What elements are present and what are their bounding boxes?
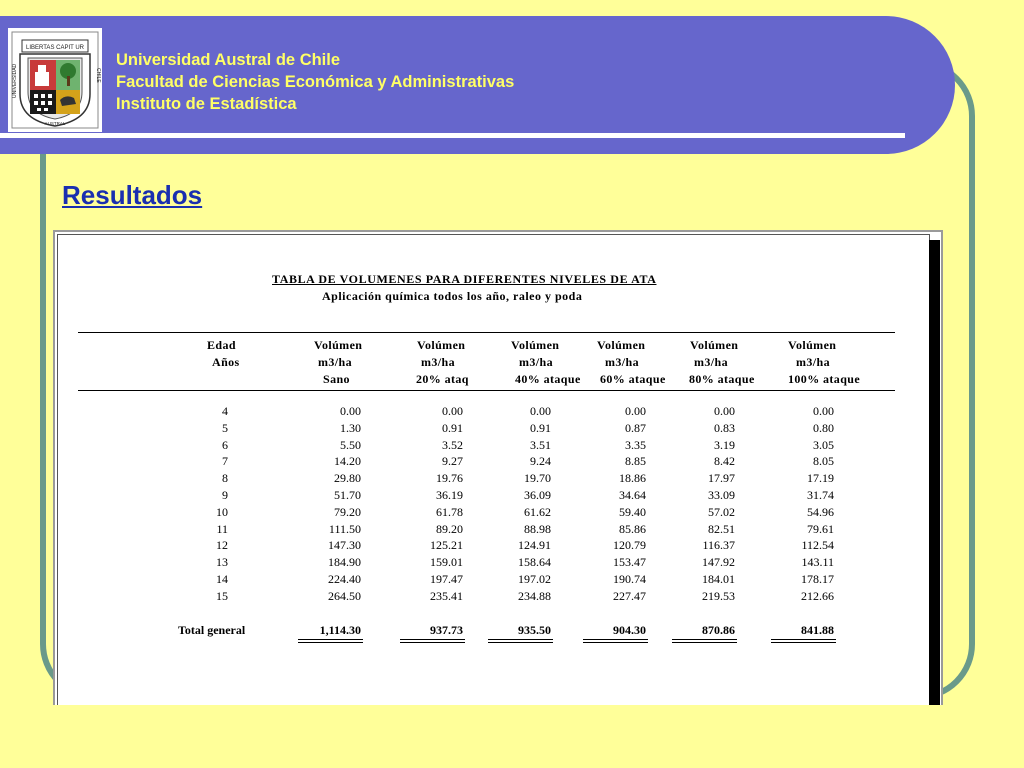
volume-cell: 235.41 — [430, 588, 463, 603]
volume-cell: 0.91 — [442, 420, 463, 435]
volume-cell: 88.98 — [524, 521, 551, 536]
university-logo — [8, 28, 102, 132]
column-header: Volúmen — [690, 338, 739, 352]
column-header: m3/ha — [605, 355, 640, 369]
volume-cell: 224.40 — [328, 572, 361, 586]
total-double-underline — [488, 639, 553, 640]
volume-cell: 0.80 — [813, 420, 834, 435]
age-cell: 6 — [222, 437, 228, 452]
volume-cell: 9.27 — [442, 454, 463, 469]
column-header: m3/ha — [694, 355, 729, 369]
table-subtitle: Aplicación química todos los año, raleo y poda — [322, 289, 583, 303]
volume-cell: 3.51 — [530, 437, 551, 452]
volume-cell: 184.90 — [328, 555, 361, 570]
total-double-underline — [583, 642, 648, 643]
volume-cell: 59.40 — [619, 504, 646, 519]
volume-cell: 3.52 — [442, 437, 463, 452]
volume-cell: 54.96 — [807, 504, 834, 519]
volume-cell: 17.97 — [708, 471, 735, 486]
age-cell: 4 — [222, 404, 228, 418]
column-header: Sano — [323, 372, 350, 386]
volume-cell: 8.85 — [625, 454, 646, 469]
table-rule-top — [78, 332, 895, 333]
volume-cell: 89.20 — [436, 521, 463, 536]
total-double-underline — [771, 639, 836, 640]
volume-cell: 234.88 — [518, 588, 551, 603]
total-double-underline — [672, 642, 737, 643]
volume-cell: 3.05 — [813, 437, 834, 452]
volume-cell: 19.76 — [436, 471, 463, 486]
volume-cell: 116.37 — [702, 538, 735, 553]
total-label: Total general — [178, 623, 246, 637]
total-double-underline — [771, 642, 836, 643]
total-cell: 904.30 — [613, 623, 646, 637]
age-cell: 13 — [216, 555, 228, 570]
volume-cell: 18.86 — [619, 471, 646, 486]
volume-cell: 112.54 — [801, 538, 834, 553]
age-cell: 5 — [222, 420, 228, 435]
volume-cell: 143.11 — [801, 555, 834, 570]
column-header: Volúmen — [314, 338, 363, 352]
volume-cell: 124.91 — [518, 538, 551, 553]
age-cell: 9 — [222, 488, 228, 502]
volume-cell: 0.00 — [714, 404, 735, 418]
volume-cell: 3.35 — [625, 437, 646, 452]
volume-cell: 219.53 — [702, 588, 735, 603]
volume-cell: 0.00 — [340, 404, 361, 418]
volume-cell: 158.64 — [518, 555, 551, 570]
total-double-underline — [488, 642, 553, 643]
volume-cell: 111.50 — [328, 521, 361, 536]
age-cell: 8 — [222, 471, 228, 486]
header-divider — [0, 133, 905, 138]
volume-cell: 29.80 — [334, 471, 361, 486]
column-header: 60% ataque — [600, 372, 666, 386]
volume-cell: 17.19 — [807, 471, 834, 486]
column-header: Años — [212, 355, 240, 369]
volume-cell: 184.01 — [702, 572, 735, 586]
header-text-block — [116, 49, 514, 115]
institute-name: Instituto de Estadística — [116, 95, 297, 113]
volume-cell: 34.64 — [619, 488, 646, 502]
table-document-shadow — [929, 240, 940, 705]
volume-cell: 51.70 — [334, 488, 361, 502]
svg-text:LIBERTAS CAPIT UR: LIBERTAS CAPIT UR — [25, 45, 85, 51]
volume-cell: 197.47 — [430, 572, 463, 586]
total-double-underline — [298, 639, 363, 640]
volume-cell: 0.00 — [530, 404, 551, 418]
total-double-underline — [672, 639, 737, 640]
age-cell: 14 — [216, 572, 228, 586]
volume-cell: 0.87 — [625, 420, 646, 435]
volume-cell: 197.02 — [518, 572, 551, 586]
total-double-underline — [583, 639, 648, 640]
total-double-underline — [298, 642, 363, 643]
university-name: Universidad Austral de Chile — [116, 51, 341, 69]
volume-cell: 5.50 — [340, 437, 361, 452]
table-rule-header — [78, 390, 895, 391]
volume-cell: 31.74 — [807, 488, 834, 502]
total-cell: 935.50 — [518, 623, 551, 637]
volume-cell: 36.09 — [524, 488, 551, 502]
volume-cell: 82.51 — [708, 521, 735, 536]
column-header: Edad — [207, 338, 236, 352]
table-title: TABLA DE VOLUMENES PARA DIFERENTES NIVELES DE ATA — [272, 272, 657, 286]
volume-cell: 227.47 — [613, 588, 646, 603]
volume-cell: 36.19 — [436, 488, 463, 502]
volume-cell: 147.30 — [328, 538, 361, 553]
total-cell: 841.88 — [801, 623, 834, 637]
volume-cell: 0.83 — [714, 420, 735, 435]
volume-cell: 153.47 — [613, 555, 646, 570]
total-cell: 1,114.30 — [319, 623, 361, 637]
column-header: 80% ataque — [689, 372, 755, 386]
svg-text:UNIVERSIDAD: UNIVERSIDAD — [12, 63, 18, 98]
volume-cell: 120.79 — [613, 538, 646, 553]
total-cell: 937.73 — [430, 623, 463, 637]
volume-cell: 0.00 — [625, 404, 646, 418]
volume-cell: 85.86 — [619, 521, 646, 536]
volume-cell: 8.05 — [813, 454, 834, 469]
column-header: Volúmen — [788, 338, 837, 352]
volume-cell: 0.91 — [530, 420, 551, 435]
column-header: m3/ha — [796, 355, 831, 369]
total-double-underline — [400, 639, 465, 640]
faculty-name: Facultad de Ciencias Económica y Administrativas — [116, 73, 515, 91]
volume-cell: 147.92 — [702, 555, 735, 570]
svg-text:AUSTRAL: AUSTRAL — [44, 121, 66, 126]
age-cell: 11 — [216, 521, 228, 536]
volume-cell: 212.66 — [801, 588, 834, 603]
total-double-underline — [400, 642, 465, 643]
volume-cell: 125.21 — [430, 538, 463, 553]
column-header: 20% ataq — [416, 372, 469, 386]
volume-cell: 178.17 — [801, 572, 834, 586]
column-header: m3/ha — [318, 355, 353, 369]
volume-cell: 79.20 — [334, 504, 361, 519]
column-header: 40% ataque — [515, 372, 581, 386]
volume-cell: 0.00 — [813, 404, 834, 418]
age-cell: 10 — [216, 504, 228, 519]
column-header: Volúmen — [417, 338, 466, 352]
volume-cell: 1.30 — [340, 420, 361, 435]
age-cell: 7 — [222, 454, 228, 469]
svg-text:CHILE: CHILE — [95, 68, 101, 83]
volume-cell: 61.78 — [436, 504, 463, 519]
column-header: m3/ha — [421, 355, 456, 369]
volume-cell: 9.24 — [530, 454, 551, 469]
volume-cell: 61.62 — [524, 504, 551, 519]
volume-cell: 159.01 — [430, 555, 463, 570]
volume-cell: 190.74 — [613, 572, 646, 586]
column-header: 100% ataque — [788, 372, 861, 386]
volume-cell: 264.50 — [328, 588, 361, 603]
age-cell: 15 — [216, 588, 228, 603]
column-header: Volúmen — [597, 338, 646, 352]
volume-cell: 14.20 — [334, 454, 361, 469]
column-header: Volúmen — [511, 338, 560, 352]
volume-cell: 79.61 — [807, 521, 834, 536]
volume-cell: 0.00 — [442, 404, 463, 418]
volume-cell: 8.42 — [714, 454, 735, 469]
volume-cell: 33.09 — [708, 488, 735, 502]
volume-cell: 3.19 — [714, 437, 735, 452]
volume-cell: 19.70 — [524, 471, 551, 486]
total-cell: 870.86 — [702, 623, 735, 637]
volume-cell: 57.02 — [708, 504, 735, 519]
section-title: Resultados — [62, 180, 203, 210]
age-cell: 12 — [216, 538, 228, 553]
column-header: m3/ha — [519, 355, 554, 369]
